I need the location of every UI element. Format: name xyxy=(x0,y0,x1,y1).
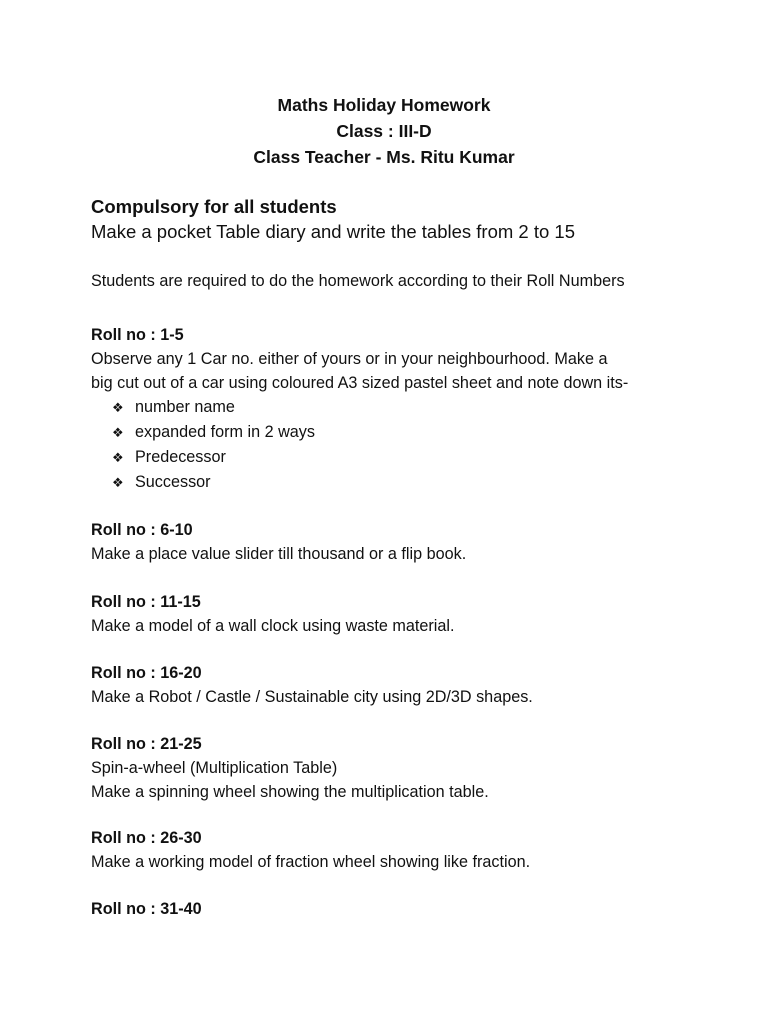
diamond-bullet-icon: ❖ xyxy=(112,450,124,465)
roll-section-11-15 xyxy=(91,590,731,638)
section-text: big cut out of a car using coloured A3 sized pastel sheet and note down its- xyxy=(91,374,629,392)
list-item xyxy=(112,445,731,470)
section-title: Roll no : 16-20 xyxy=(91,664,202,682)
class-teacher: Class Teacher - Ms. Ritu Kumar xyxy=(253,147,515,167)
list-item-text: Predecessor xyxy=(135,448,226,466)
section-title: Roll no : 26-30 xyxy=(91,829,202,847)
compulsory-heading: Compulsory for all students xyxy=(91,196,337,217)
list-item xyxy=(112,470,731,495)
document-title: Maths Holiday Homework xyxy=(277,95,491,115)
roll-section-1-5 xyxy=(91,323,731,495)
roll-section-16-20 xyxy=(91,661,731,709)
section-text: Make a spinning wheel showing the multiplication table. xyxy=(91,783,489,801)
list-item xyxy=(112,395,731,420)
section-text: Make a model of a wall clock using waste material. xyxy=(91,617,455,635)
section-title: Roll no : 6-10 xyxy=(91,521,193,539)
bullet-list xyxy=(91,395,731,495)
list-item-text: Successor xyxy=(135,473,211,491)
class-label: Class : III-D xyxy=(336,121,432,141)
list-item xyxy=(112,420,731,445)
diamond-bullet-icon: ❖ xyxy=(112,425,124,440)
list-item-text: number name xyxy=(135,398,235,416)
roll-section-6-10 xyxy=(91,518,731,566)
document-body xyxy=(91,195,731,921)
list-item-text: expanded form in 2 ways xyxy=(135,423,315,441)
section-title: Roll no : 21-25 xyxy=(91,735,202,753)
section-text: Make a Robot / Castle / Sustainable city using 2D/3D shapes. xyxy=(91,688,533,706)
diamond-bullet-icon: ❖ xyxy=(112,475,124,490)
roll-section-31-40 xyxy=(91,897,731,921)
document-header xyxy=(0,92,768,170)
roll-section-26-30 xyxy=(91,826,731,874)
roll-section-21-25 xyxy=(91,732,731,804)
roll-number-notice: Students are required to do the homework according to their Roll Numbers xyxy=(91,272,625,290)
section-text: Make a place value slider till thousand or a flip book. xyxy=(91,545,467,563)
diamond-bullet-icon: ❖ xyxy=(112,400,124,415)
section-title: Roll no : 11-15 xyxy=(91,593,201,611)
compulsory-text: Make a pocket Table diary and write the tables from 2 to 15 xyxy=(91,221,576,242)
section-text: Observe any 1 Car no. either of yours or in your neighbourhood. Make a xyxy=(91,350,608,368)
section-text: Spin-a-wheel (Multiplication Table) xyxy=(91,759,338,777)
section-title: Roll no : 1-5 xyxy=(91,326,184,344)
section-title: Roll no : 31-40 xyxy=(91,900,202,918)
section-text: Make a working model of fraction wheel showing like fraction. xyxy=(91,853,531,871)
